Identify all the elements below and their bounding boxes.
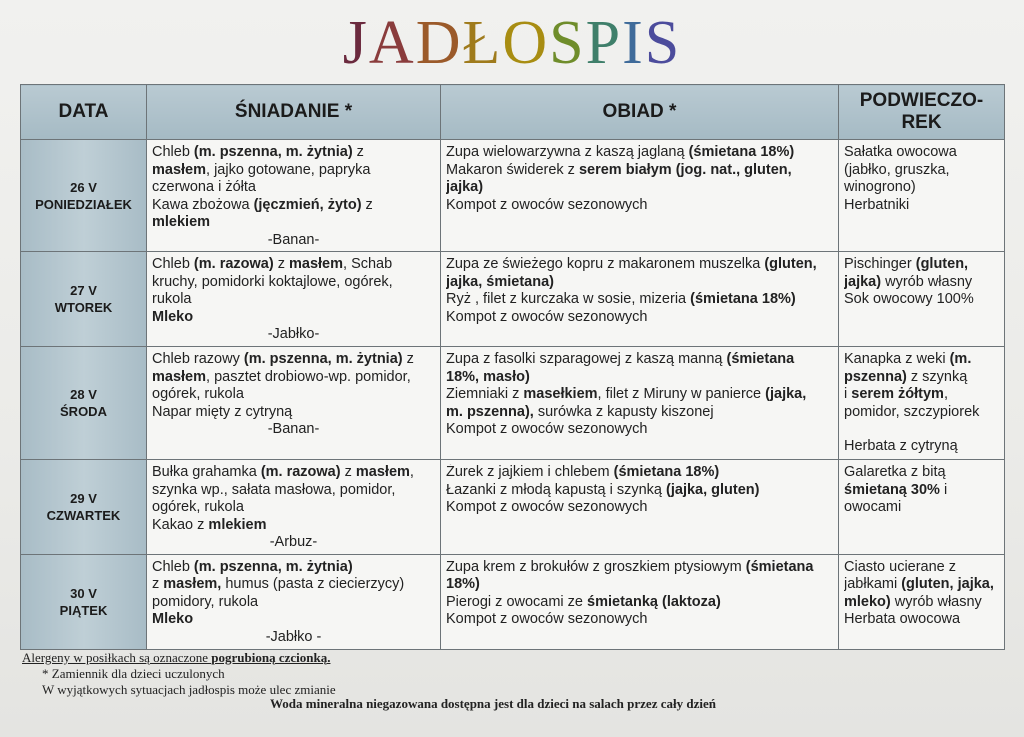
menu-table: [20, 84, 1005, 650]
allergen-text: 18%): [446, 576, 480, 592]
title-letter: D: [415, 9, 463, 77]
cell-line: [446, 291, 833, 309]
dish-text: Ryż , filet z kurczaka w sosie, mizeria: [446, 291, 691, 307]
title-reflection: [315, 54, 690, 63]
breakfast-cell: [147, 460, 441, 555]
allergen-text: serem białym (jog. nat., gluten,: [578, 161, 792, 178]
lunch-cell: [441, 140, 839, 252]
dish-text: ogórek, rukola: [152, 499, 244, 515]
snack-cell: [839, 554, 1005, 649]
fruit-label: -Banan-: [267, 231, 320, 248]
breakfast-cell: [147, 554, 441, 649]
header-snack-line1: PODWIECZO-: [859, 90, 984, 111]
dish-text: z: [340, 464, 356, 480]
allergen-text: masłem: [152, 161, 207, 178]
cell-line: [844, 594, 999, 612]
breakfast-cell: [147, 140, 441, 252]
cell-line: [152, 559, 435, 577]
fruit-label: -Banan-: [267, 421, 320, 437]
allergen-text: masłem: [289, 256, 344, 272]
cell-line: [446, 256, 833, 274]
cell-line: [446, 274, 833, 292]
title-letter: Ł: [462, 9, 503, 77]
dish-text: czerwona i żółta: [152, 179, 256, 195]
dish-text: , filet z Miruny w panierce: [597, 386, 766, 402]
header-breakfast: ŚNIADANIE *: [147, 85, 441, 140]
dish-text: i: [939, 481, 948, 498]
dish-text: Makaron świderek z: [446, 161, 579, 178]
dish-text: pomidory, rukola: [152, 593, 259, 610]
cell-line: [152, 482, 435, 500]
dish-text: ogórek, rukola: [152, 386, 244, 402]
cell-line: [844, 291, 999, 309]
dish-text: winogrono): [844, 179, 916, 195]
lunch-cell: [441, 554, 839, 649]
cell-line: [446, 144, 833, 162]
fruit-label: -Arbuz-: [269, 534, 318, 550]
dish-text: Łazanki z młodą kapustą i szynką: [446, 481, 667, 498]
cell-line: [844, 162, 999, 180]
snack-cell: [839, 460, 1005, 555]
fruit-label: -Jabłko-: [267, 326, 320, 342]
cell-line: [152, 256, 435, 274]
cell-line: [446, 386, 833, 404]
allergen-text: (m. razowa): [260, 464, 341, 480]
allergen-text: (śmietana 18%): [613, 464, 720, 480]
dish-text: pomidor, szczypiorek: [844, 403, 980, 420]
dish-text: szynka wp., sałata masłowa, pomidor,: [152, 481, 396, 498]
cell-line: [446, 482, 833, 500]
allergen-text: jajka): [446, 179, 484, 195]
dish-text: Pischinger: [844, 256, 916, 272]
allergen-text: masłem: [355, 464, 410, 480]
cell-line: [152, 576, 435, 594]
dish-text: Chleb: [152, 256, 194, 272]
date-cell: [21, 554, 147, 649]
title-letter: S: [549, 9, 586, 77]
allergen-text: (m. pszenna, m. żytnia): [193, 558, 353, 575]
date-cell: [21, 140, 147, 252]
breakfast-cell: [147, 252, 441, 347]
dish-text: wyrób własny: [881, 273, 973, 290]
allergens-note-text: Alergeny w posiłkach są oznaczone: [22, 650, 212, 665]
dish-text: kruchy, pomidorki koktajlowe, ogórek,: [152, 273, 393, 290]
substitute-note: * Zamiennik dla dzieci uczulonych: [42, 666, 225, 681]
allergen-text: jajka, śmietana): [446, 273, 554, 290]
dish-text: Zupa wielowarzywna z kaszą jaglaną: [446, 144, 689, 160]
cell-line: [844, 179, 999, 197]
dish-text: Chleb razowy: [152, 351, 244, 367]
date-label: 27 V: [70, 283, 97, 298]
cell-line: [844, 421, 999, 438]
snack-cell: [839, 252, 1005, 347]
cell-line: [152, 197, 435, 215]
cell-line: [446, 576, 833, 594]
cell-line: [446, 162, 833, 180]
snack-cell: [839, 140, 1005, 252]
allergen-text: Mleko: [152, 308, 194, 325]
dish-text: Sałatka owocowa: [844, 144, 957, 160]
header-snack: [839, 85, 1005, 140]
title-area: [0, 10, 1024, 80]
snack-cell: [839, 347, 1005, 460]
date-label: 28 V: [70, 387, 97, 402]
day-label: PIĄTEK: [59, 602, 108, 618]
dish-text: Kawa zbożowa: [152, 196, 254, 213]
dish-text: z: [402, 351, 414, 367]
cell-line: [844, 274, 999, 292]
cell-line: [446, 559, 833, 577]
cell-line: [844, 386, 999, 404]
dish-text: z szynką: [906, 368, 968, 385]
allergens-note: [22, 650, 330, 666]
cell-line: [844, 197, 999, 215]
allergen-text: (śmietana: [726, 351, 795, 367]
dish-text: Kompot z owoców sezonowych: [446, 421, 648, 437]
day-row: [21, 347, 1005, 460]
title-letter: A: [368, 9, 416, 77]
allergen-text: (gluten,: [764, 256, 817, 272]
allergen-text: (m.: [949, 351, 972, 367]
cell-line: [844, 559, 999, 577]
dish-text: Kompot z owoców sezonowych: [446, 196, 648, 213]
allergen-text: (m. pszenna, m. żytnia): [243, 351, 403, 367]
allergen-text: śmietaną 30%: [844, 481, 940, 498]
cell-line: [152, 369, 435, 387]
dish-text: z: [152, 576, 164, 592]
dish-text: Chleb: [152, 144, 194, 160]
dish-text: humus (pasta z ciecierzycy): [221, 576, 405, 592]
day-row: [21, 140, 1005, 252]
allergen-text: (jęczmień, żyto): [253, 196, 362, 213]
dish-text: z: [361, 196, 373, 213]
dish-text: , jajko gotowane, papryka: [206, 161, 371, 178]
dish-text: owocami: [844, 499, 902, 515]
cell-line: [844, 404, 999, 422]
dish-text: Kompot z owoców sezonowych: [446, 611, 648, 627]
dish-text: Bułka grahamka: [152, 464, 261, 480]
dish-text: Napar miętу z cytryną: [152, 403, 293, 420]
day-row: [21, 554, 1005, 649]
day-row: [21, 252, 1005, 347]
day-label: PONIEDZIAŁEK: [35, 196, 132, 212]
allergen-text: (jajka, gluten): [666, 481, 760, 498]
dish-text: Zupa ze świeżego kopru z makaronem muszelka: [446, 256, 765, 272]
day-row: [21, 460, 1005, 555]
dish-text: , Schab: [343, 256, 393, 272]
dish-text: rukola: [152, 291, 192, 307]
cell-line: [446, 179, 833, 197]
cell-line: [844, 482, 999, 500]
cell-line: [844, 144, 999, 162]
allergen-text: (m. razowa): [193, 256, 274, 272]
cell-line: [152, 499, 435, 517]
cell-line: [844, 369, 999, 387]
allergen-text: masłem,: [163, 576, 222, 592]
dish-text: ,: [943, 386, 948, 402]
day-label: WTOREK: [54, 300, 113, 315]
allergen-text: (śmietana 18%): [688, 144, 795, 160]
allergen-text: mleko): [844, 593, 891, 610]
cell-line: [152, 162, 435, 180]
dish-text: , pasztet drobiowo-wp. pomidor,: [206, 368, 411, 385]
dish-text: Herbatniki: [844, 196, 910, 213]
allergen-text: masełkiem: [523, 386, 598, 402]
cell-line: [152, 179, 435, 197]
cell-line: [844, 438, 999, 456]
cell-line: [152, 309, 435, 327]
date-cell: [21, 460, 147, 555]
lunch-cell: [441, 252, 839, 347]
date-cell: [21, 347, 147, 460]
date-cell: [21, 252, 147, 347]
breakfast-cell: [147, 347, 441, 460]
header-snack-line2: REK: [901, 112, 942, 133]
dish-text: Ciasto ucierane z: [844, 558, 957, 575]
header-date: DATA: [21, 85, 147, 140]
title-letter: O: [502, 9, 550, 77]
cell-line: [446, 421, 833, 439]
date-label: 26 V: [70, 179, 97, 195]
cell-line: [152, 214, 435, 232]
dish-text: z: [273, 256, 289, 272]
fruit-label: -Jabłko -: [265, 628, 322, 645]
dish-text: Pierogi z owocami ze: [446, 593, 588, 610]
dish-text: Ziemniaki z: [446, 386, 524, 402]
cell-line: [152, 386, 435, 404]
cell-line: [844, 499, 999, 517]
allergen-text: masłem: [152, 368, 207, 385]
dish-text: Chleb: [152, 558, 194, 575]
allergen-text: (śmietana 18%): [690, 291, 796, 307]
lunch-cell: [441, 460, 839, 555]
allergen-text: (gluten, jajka,: [901, 576, 994, 592]
date-label: 30 V: [70, 585, 97, 601]
title-letter: P: [585, 9, 623, 77]
dish-text: Herbata z cytryną: [844, 438, 958, 454]
allergen-text: pszenna): [844, 368, 907, 385]
title-letter: S: [644, 9, 682, 77]
title-letter: J: [342, 9, 369, 77]
cell-line: [844, 351, 999, 369]
dish-text: Kompot z owoców sezonowych: [446, 499, 648, 515]
cell-line: [446, 464, 833, 482]
allergen-text: Mleko: [152, 611, 194, 627]
cell-line: [152, 291, 435, 309]
allergen-text: 18%, masło): [446, 368, 530, 385]
allergen-text: jajka): [844, 273, 882, 290]
cell-line: [446, 404, 833, 422]
allergen-text: mlekiem: [208, 516, 267, 533]
title-letter: I: [622, 9, 645, 77]
allergens-note-bold: pogrubioną czcionką.: [211, 650, 331, 665]
dish-text: wyrób własny: [890, 593, 982, 610]
allergen-text: śmietanką (laktoza): [587, 593, 721, 610]
day-label: ŚRODA: [60, 404, 107, 419]
allergen-text: mlekiem: [152, 214, 211, 230]
cell-line: [446, 197, 833, 215]
dish-text: i: [844, 386, 852, 402]
dish-text: Galaretka z bitą: [844, 464, 946, 480]
dish-text: z: [352, 144, 364, 160]
cell-line: [152, 517, 435, 535]
cell-line: [152, 594, 435, 612]
allergen-text: (śmietana: [745, 558, 814, 575]
dish-text: Sok owocowy 100%: [844, 291, 974, 307]
cell-line: [152, 404, 435, 422]
dish-text: surówka z kapusty kiszonej: [533, 403, 714, 420]
cell-line: [152, 144, 435, 162]
cell-line: [446, 309, 833, 327]
cell-line: [844, 611, 999, 629]
cell-line: [446, 611, 833, 629]
allergen-text: (m. pszenna, m. żytnia): [193, 144, 353, 160]
allergen-text: (jajka,: [765, 386, 807, 402]
dish-text: ,: [409, 464, 414, 480]
dish-text: Herbata owocowa: [844, 611, 961, 627]
dish-text: (jabłko, gruszka,: [844, 161, 950, 178]
dish-text: Zupa z fasolki szparagowej z kaszą manną: [446, 351, 727, 367]
allergen-text: m. pszenna),: [446, 403, 534, 420]
cell-line: [152, 464, 435, 482]
cell-line: [446, 594, 833, 612]
cell-line: [446, 369, 833, 387]
dish-text: Kanapka z weki: [844, 351, 950, 367]
date-label: 29 V: [70, 490, 97, 506]
dish-text: Zupa krem z brokułów z groszkiem ptysiowym: [446, 558, 746, 575]
allergen-text: serem żółtym: [851, 386, 944, 402]
cell-line: [152, 274, 435, 292]
allergen-text: (gluten,: [915, 256, 969, 272]
cell-line: [446, 499, 833, 517]
cell-line: [844, 464, 999, 482]
header-lunch: OBIAD *: [441, 85, 839, 140]
cell-line: [844, 576, 999, 594]
dish-text: Żurek z jajkiem i chlebem: [446, 464, 614, 480]
dish-text: Kakao z: [152, 516, 209, 533]
page-title: [343, 10, 681, 76]
header-row: [21, 85, 1005, 140]
change-note: W wyjątkowych sytuacjach jadłospis może ulec zmianie: [42, 682, 336, 697]
cell-line: [446, 351, 833, 369]
cell-line: [152, 611, 435, 629]
cell-line: [844, 256, 999, 274]
dish-text: jabłkami: [844, 576, 902, 592]
day-label: CZWARTEK: [46, 507, 121, 523]
cell-line: [152, 351, 435, 369]
dish-text: Kompot z owoców sezonowych: [446, 308, 648, 325]
lunch-cell: [441, 347, 839, 460]
water-note: Woda mineralna niegazowana dostępna jest dla dzieci na salach przez cały dzień: [270, 696, 716, 711]
